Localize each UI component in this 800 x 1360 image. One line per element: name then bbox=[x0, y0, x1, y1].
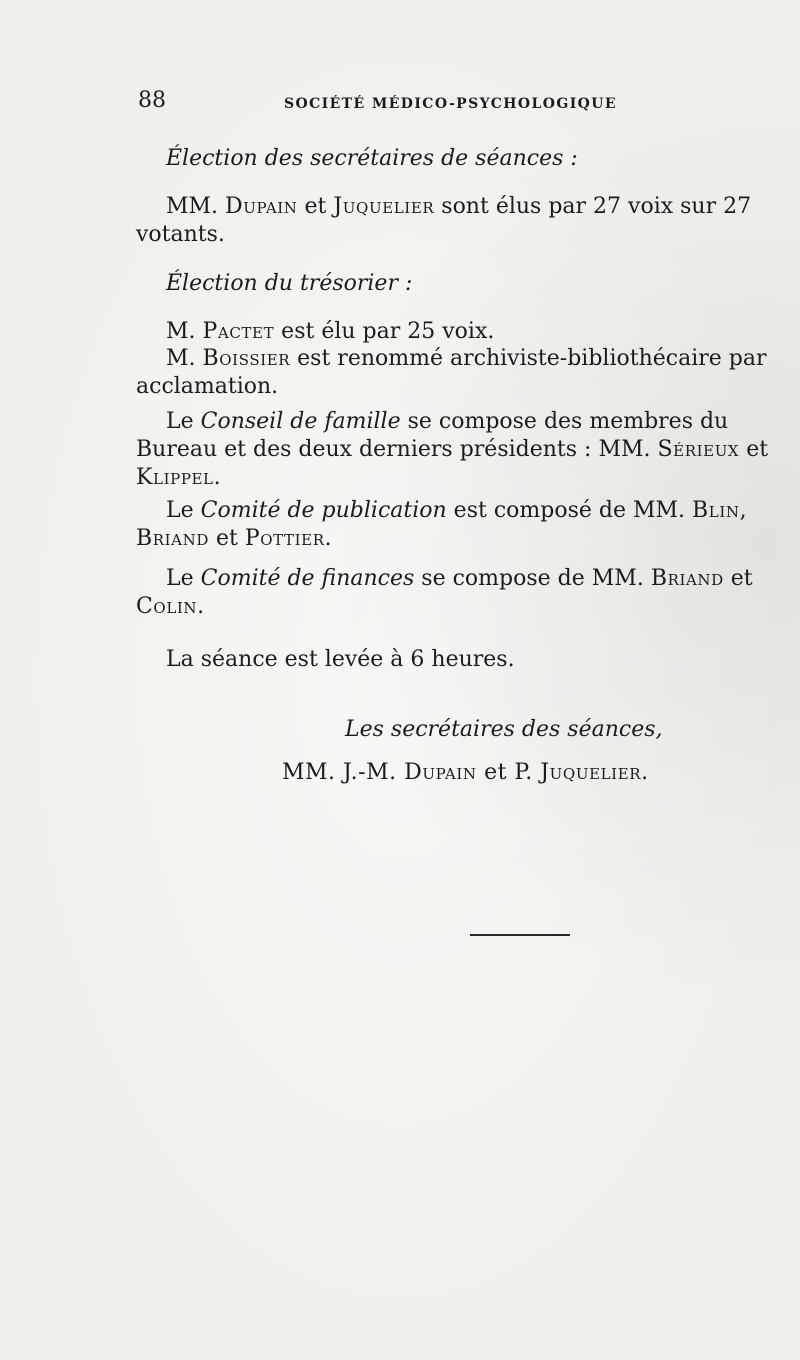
name-blin: Blin bbox=[692, 498, 740, 523]
text-span: se compose de MM. bbox=[414, 566, 651, 591]
name-colin: Colin bbox=[136, 594, 198, 619]
text-span: MM. J.-M. bbox=[282, 760, 405, 785]
text-span: se compose des membres du Bureau et des deux derniers présidents : MM. bbox=[136, 409, 729, 462]
signature-names bbox=[282, 760, 649, 785]
paragraph-closing: La séance est levée à 6 heures. bbox=[166, 647, 515, 672]
text-span: Le bbox=[166, 409, 201, 434]
name-briand: Briand bbox=[650, 566, 724, 591]
text-span: et bbox=[208, 526, 245, 551]
text-span: MM. bbox=[166, 194, 226, 219]
paragraph-comite-finances bbox=[136, 565, 776, 621]
text-span: est renommé archiviste-bibliothécaire par acclamation. bbox=[136, 346, 767, 399]
paragraph-boissier bbox=[136, 345, 776, 401]
term-comite-publication: Comité de publication bbox=[200, 498, 447, 523]
text-span: M. bbox=[166, 319, 203, 344]
name-boissier: Boissier bbox=[202, 346, 291, 371]
name-klippel: Klippel bbox=[136, 465, 214, 490]
name-briand: Briand bbox=[136, 526, 209, 551]
text-span: , bbox=[739, 498, 747, 523]
name-serieux: Sérieux bbox=[657, 437, 740, 462]
paragraph-conseil-famille bbox=[136, 408, 776, 492]
name-juquelier: Juquelier bbox=[540, 760, 642, 785]
text-span: Le bbox=[166, 566, 201, 591]
text-span: . bbox=[324, 526, 332, 551]
term-comite-finances: Comité de finances bbox=[200, 566, 415, 591]
signature-title: Les secrétaires des séances, bbox=[345, 717, 663, 742]
page-header bbox=[138, 88, 638, 118]
paragraph-secretaires-result bbox=[136, 193, 776, 249]
name-pottier: Pottier bbox=[244, 526, 325, 551]
text-span: et bbox=[297, 194, 334, 219]
text-span: est composé de MM. bbox=[446, 498, 693, 523]
text-span: Le bbox=[166, 498, 201, 523]
text-span: . bbox=[213, 465, 221, 490]
running-title: SOCIÉTÉ MÉDICO-PSYCHOLOGIQUE bbox=[284, 96, 617, 112]
text-span: et bbox=[739, 437, 769, 462]
name-dupain: Dupain bbox=[404, 760, 477, 785]
page-number: 88 bbox=[138, 88, 166, 113]
text-span: et P. bbox=[476, 760, 541, 785]
text-span: . bbox=[197, 594, 205, 619]
text-span: et bbox=[723, 566, 753, 591]
name-dupain: Dupain bbox=[225, 194, 298, 219]
text-span: est élu par 25 voix. bbox=[274, 319, 495, 344]
name-pactet: Pactet bbox=[202, 319, 275, 344]
term-conseil-famille: Conseil de famille bbox=[200, 409, 401, 434]
heading-election-secretaires: Élection des secrétaires de séances : bbox=[166, 146, 578, 171]
text-span: M. bbox=[166, 346, 203, 371]
paragraph-comite-publication bbox=[136, 497, 776, 553]
paragraph-pactet bbox=[136, 318, 776, 346]
heading-election-tresorier: Élection du trésorier : bbox=[166, 271, 413, 296]
text-span: . bbox=[641, 760, 649, 785]
name-juquelier: Juquelier bbox=[333, 194, 435, 219]
section-end-rule bbox=[470, 934, 570, 936]
text-span: sont élus par 27 voix sur 27 votants. bbox=[136, 194, 752, 247]
